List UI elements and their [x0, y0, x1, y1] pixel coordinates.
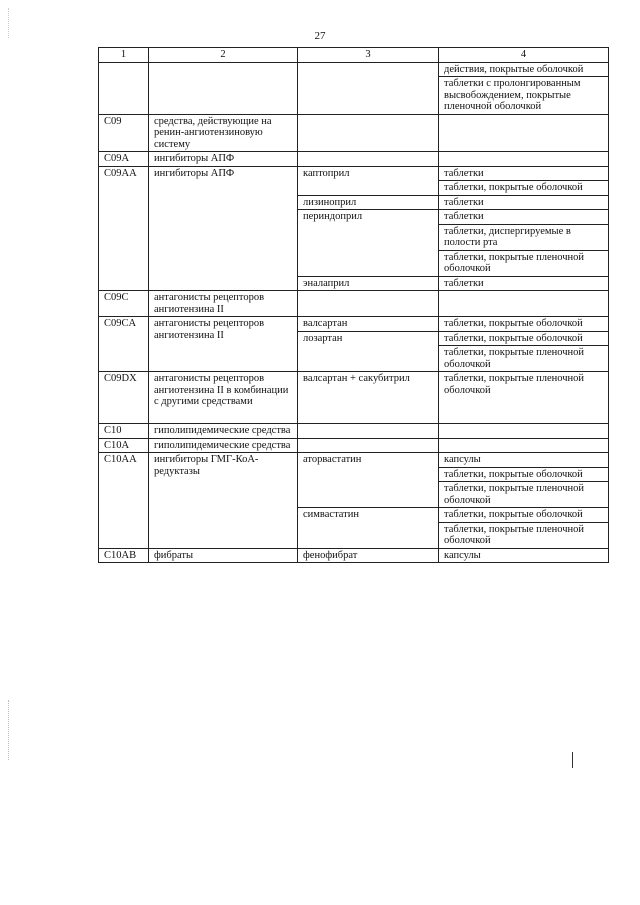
atc-code-cell: C10AA	[99, 453, 149, 549]
dosage-form-cell: таблетки, покрытые пленочной оболочкой	[439, 250, 609, 276]
dosage-form-cell: таблетки, покрытые оболочкой	[439, 331, 609, 346]
column-header-1: 1	[99, 48, 149, 63]
table-row	[99, 317, 609, 332]
dosage-form-cell	[439, 114, 609, 152]
dosage-form-cell: таблетки	[439, 195, 609, 210]
dosage-form-cell: таблетки	[439, 276, 609, 291]
drug-name-cell	[298, 152, 439, 167]
dosage-form-cell: таблетки, покрытые пленочной оболочкой	[439, 346, 609, 372]
table-row	[99, 424, 609, 439]
drug-name-cell	[298, 62, 439, 114]
dosage-form-cell: таблетки, покрытые пленочной оболочкой	[439, 482, 609, 508]
table-row	[99, 62, 609, 77]
dosage-form-cell	[439, 438, 609, 453]
dosage-form-cell: таблетки, покрытые пленочной оболочкой	[439, 372, 609, 424]
atc-code-cell: C10A	[99, 438, 149, 453]
column-header-2: 2	[149, 48, 298, 63]
atc-code-cell: C10	[99, 424, 149, 439]
group-name-cell: антагонисты рецепторов ангиотензина II	[149, 317, 298, 372]
dosage-form-cell	[439, 152, 609, 167]
group-name-cell: средства, действующие на ренин-ангиотензиновую систему	[149, 114, 298, 152]
drug-name-cell	[298, 438, 439, 453]
dosage-form-cell: таблетки, покрытые оболочкой	[439, 181, 609, 196]
group-name-cell	[149, 62, 298, 114]
group-name-cell: ингибиторы АПФ	[149, 166, 298, 291]
dosage-form-cell: таблетки, покрытые пленочной оболочкой	[439, 522, 609, 548]
atc-code-cell: C09AA	[99, 166, 149, 291]
table-header-row	[99, 48, 609, 63]
page-number: 27	[314, 30, 326, 42]
drug-name-cell	[298, 424, 439, 439]
dosage-form-cell: действия, покрытые оболочкой	[439, 62, 609, 77]
scan-edge-mark	[572, 752, 573, 768]
drug-list-table	[98, 47, 609, 563]
dosage-form-cell: таблетки, покрытые оболочкой	[439, 467, 609, 482]
atc-code-cell: C10AB	[99, 548, 149, 563]
drug-name-cell	[298, 291, 439, 317]
group-name-cell: антагонисты рецепторов ангиотензина II в комбинации с другими средствами	[149, 372, 298, 424]
dosage-form-cell: таблетки	[439, 210, 609, 225]
table-row	[99, 291, 609, 317]
table-row	[99, 548, 609, 563]
dosage-form-cell: таблетки, диспергируемые в полости рта	[439, 224, 609, 250]
atc-code-cell: C09	[99, 114, 149, 152]
atc-code-cell: C09DX	[99, 372, 149, 424]
drug-name-cell: лизиноприл	[298, 195, 439, 210]
drug-name-cell: периндоприл	[298, 210, 439, 277]
drug-name-cell: валсартан + сакубитрил	[298, 372, 439, 424]
group-name-cell: ингибиторы ГМГ-КоА-редуктазы	[149, 453, 298, 549]
drug-name-cell: симвастатин	[298, 508, 439, 549]
drug-name-cell	[298, 114, 439, 152]
group-name-cell: фибраты	[149, 548, 298, 563]
table-row	[99, 152, 609, 167]
table-row	[99, 166, 609, 181]
group-name-cell: гиполипидемические средства	[149, 438, 298, 453]
drug-name-cell: аторвастатин	[298, 453, 439, 508]
dosage-form-cell: капсулы	[439, 548, 609, 563]
dosage-form-cell	[439, 291, 609, 317]
dosage-form-cell: таблетки с пролонгированным высвобождением, покрытые пленочной оболочкой	[439, 77, 609, 115]
atc-code-cell: C09C	[99, 291, 149, 317]
table-row	[99, 114, 609, 152]
table-row	[99, 438, 609, 453]
group-name-cell: ингибиторы АПФ	[149, 152, 298, 167]
group-name-cell: антагонисты рецепторов ангиотензина II	[149, 291, 298, 317]
atc-code-cell	[99, 62, 149, 114]
atc-code-cell: C09A	[99, 152, 149, 167]
dosage-form-cell: таблетки, покрытые оболочкой	[439, 508, 609, 523]
dosage-form-cell: таблетки	[439, 166, 609, 181]
drug-name-cell: валсартан	[298, 317, 439, 332]
drug-name-cell: лозартан	[298, 331, 439, 372]
atc-code-cell: C09CA	[99, 317, 149, 372]
drug-name-cell: фенофибрат	[298, 548, 439, 563]
column-header-3: 3	[298, 48, 439, 63]
drug-name-cell: каптоприл	[298, 166, 439, 195]
drug-name-cell: эналаприл	[298, 276, 439, 291]
table-row	[99, 372, 609, 424]
dosage-form-cell: капсулы	[439, 453, 609, 468]
group-name-cell: гиполипидемические средства	[149, 424, 298, 439]
dosage-form-cell	[439, 424, 609, 439]
table-row	[99, 453, 609, 468]
column-header-4: 4	[439, 48, 609, 63]
scan-margin-mark-bottom	[8, 700, 10, 760]
dosage-form-cell: таблетки, покрытые оболочкой	[439, 317, 609, 332]
